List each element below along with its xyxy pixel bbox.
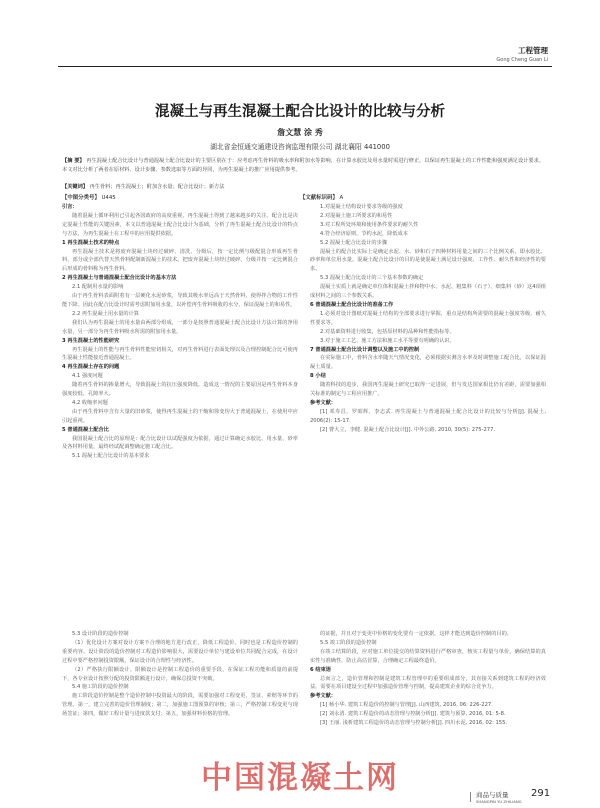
section-heading: 3 再生混凝土的性能研究 (62, 337, 120, 344)
paragraph: 我国混凝土配合比的原理是：配合比设计以试配强度为依据，通过计算确定水胶比、用水量、砂率及各材料用量，最终经试配调整确定施工配合比。 (62, 435, 298, 451)
paragraph: 2.1 配制用水量的影响 (72, 284, 124, 291)
paragraph: 5.5 竣工阶段的造价控制 (320, 639, 377, 646)
paragraph: 随着科技的进步，我国再生混凝土研究已取得一定进展，但与发达国家相比仍有差距，需要加强相关标准的制定与工程应用推广。 (310, 382, 546, 398)
section-heading: 2 再生混凝土与普通混凝土配合比设计的基本方法 (62, 275, 177, 282)
section-heading: 1 再生混凝土技术的特点 (62, 239, 120, 246)
paragraph: （2）严格执行限额设计。限额设计是控制工程造价的重要手段，在保证工程功能和质量的前提下，各专业设计按照分配的投资限额进行设计，确保总投资不突破。 (62, 666, 298, 682)
paragraph: 我们认为再生混凝土的用水量由两部分组成，一部分是按照普通混凝土配合比设计方法计算的净用水量，另一部分为再生骨料吸水所需的附加用水量。 (62, 319, 298, 335)
paragraph: 5.1 混凝土配合比设计的基本要求 (72, 453, 150, 460)
footer-watermark: 中国混凝土网 (201, 760, 399, 796)
paragraph: [2] 曹大立，李健. 混凝土配合比设计[J]. 中外公路, 2010, 30(5): 275-277. (320, 426, 496, 433)
article-title: 混凝土与再生混凝土配合比设计的比较与分析 (155, 103, 445, 120)
paragraph: 在实际施工中，骨料含水率随天气情况变化，必须根据实测含水率及时调整施工配合比，以保证混凝土质量。 (310, 355, 546, 371)
article-affiliation: 湖北省金恒通交通建设咨询监理有限公司 湖北襄阳 441000 (210, 143, 390, 151)
section-heading: 8 小结 (310, 373, 326, 380)
keywords-tag: 【关键词】 (62, 184, 88, 190)
clc-value: U445 (101, 195, 116, 201)
header-rule (58, 66, 552, 67)
paragraph: [3] 王丽. 浅析建筑工程造价的动态管理与控制分析[J]. 四川水泥, 2016, 02: 155. (320, 720, 508, 727)
paragraph: 由于再生骨料表面附着有一层硬化水泥砂浆，导致其吸水率远高于天然骨料，使得拌合物的工作性能下降。因此在配合比设计时需考虑附加用水量，以补偿再生骨料吸收的水分，保证混凝土的和易性。 (62, 293, 298, 308)
footer-journal-pinyin: SHANGPIN YU ZHILIANG (476, 799, 522, 804)
section-heading: 参考文献： (310, 399, 336, 406)
paragraph: 再生混凝土技术是将废弃混凝土块经过破碎、清洗、分级后，按一定比例与级配混合形成再生骨料，部分或全部代替天然骨料配制新混凝土的技术。把废弃混凝土块经过破碎、分级并按一定比例混合后形成的骨料称为再生骨料。 (62, 248, 298, 273)
paragraph: 随着再生骨料的掺量增大，导致混凝土的抗压强度降低，造成这一情况的主要原因是再生骨料本身强度较低、孔隙率大。 (62, 382, 298, 398)
paragraph: 混凝土实质上就是确定单位体积混凝土拌和物中水、水泥、粗集料（石子）、细集料（砂）这4项组成材料之间的三个参数关系。 (310, 284, 546, 300)
paragraph: [2] 刘永清. 建筑工程造价的动态管理与控制分析[J]. 建筑与预算, 2016, 01: 5-8. (320, 711, 506, 718)
keywords (62, 183, 544, 192)
right-column (310, 203, 546, 615)
paragraph: [1] 邓寿昌，罗昭辉，李志武. 再生混凝土与普通混凝土配合比设计的比较与分析[J]. 混凝土, 2006(2): 15-17. (310, 408, 546, 424)
header-section-pinyin: Gong Cheng Guan Li (496, 57, 548, 63)
section-heading: 引言： (62, 204, 78, 210)
section-heading: 5 普通混凝土配合比 (62, 426, 109, 433)
abstract-text: 再生混凝土配合比设计与普通混凝土配合比设计的主要区别在于：应考虑再生骨料的吸水率和附加水等影响，在计算水胶比及用水量时需进行修正，以保证再生混凝土的工作性能和强度满足设计要求。本文对比分析了两者在原材料、设计步骤、参数选取等方面的异同，为再生混凝土的推广应用提供参考。 (62, 158, 544, 173)
clc-line (62, 193, 116, 201)
paragraph: 5.4 施工阶段的造价控制 (72, 684, 129, 691)
paragraph: 随着混凝土循环利用已引起各国政府的高度重视，再生混凝土得到了越来越多的关注。配合比是决定混凝土性能的关键因素，本文以普通混凝土配合比设计为基础，分析了再生混凝土配合比设计的特点与方法，为再生混凝土在工程中的应用提供依据。 (62, 212, 298, 237)
keywords-text: 再生骨料；再生混凝土；附加含水量；配合比设计；新方法 (89, 184, 225, 190)
section-heading: 7 普通混凝土配合比设计调整以及施工中的控制 (310, 346, 420, 353)
article-authors: 詹文慧 涂 秀 (277, 128, 323, 137)
paragraph: 1.必须对设计图纸对混凝土结构的全部要求进行掌握，重点是结构所需要的混凝土强度等级、耐久性要求等。 (310, 310, 546, 326)
paragraph: 4.2 收缩率问题 (72, 399, 108, 406)
header-section-label: 工程管理 (518, 46, 548, 55)
section-heading: 6 结束语 (310, 666, 331, 673)
footer-rule (470, 792, 471, 802)
paragraph: [1] 杨小华. 建筑工程造价的控制与管理[J]. 山西建筑, 2016, 06: 226-227. (320, 702, 493, 709)
paragraph: 3.对于施工工艺、施工方法和施工水平等要有明确的认识。 (320, 337, 455, 344)
paragraph: 由于再生骨料中含有大量的旧砂浆，使得再生混凝土的干缩和徐变均大于普通混凝土，在使用中应引起重视。 (62, 408, 298, 424)
paragraph: 1.对混凝土结构设计要求等级的强度 (320, 204, 403, 210)
paragraph: 的证据，并且对于变更中价格的变化要有一定依据，这样才能达到造价控制的目的。 (320, 631, 512, 637)
paragraph: 2.2 再生混凝土用水量的计算 (72, 310, 139, 317)
section-heading: 参考文献： (310, 693, 336, 700)
doc-label: 【文献标识码】 (300, 195, 338, 201)
paragraph: 总而言之，造价管理和控制是建筑工程管理中的重要组成部分，其直接关系到建筑工程的经济效益。需要在项目建设全过程中加强造价管理与控制，提高建筑企业的综合竞争力。 (310, 675, 546, 691)
footer-journal-name: 商品与质量 (476, 791, 509, 799)
paragraph: 5.3 混凝土配合比设计的三个基本参数的确定 (320, 275, 424, 282)
abstract-tag: 【摘 要】 (62, 158, 85, 164)
paragraph: 在竣工结算阶段，应对施工单位提交的结算资料进行严格审查，核实工程量与单价，确保结算的真实性与准确性，防止高估冒算，合理确定工程最终造价。 (310, 648, 546, 664)
doc-value: A (339, 195, 344, 201)
paragraph: 3.对工程所处环境和使用条件要求的耐久性 (320, 221, 419, 228)
section-heading: 6 普通混凝土配合比设计的准备工作 (310, 301, 394, 308)
paragraph: （1）优化设计方案对设计方案不合理的地方进行改正，降低工程造价。同时也是工程造价控制的重要内容。设计阶段的造价控制对工程造价影响很大，需要设计单位与建设单位共同配合完成，在设计过程中要严格控制投资限额，保证设计的合理性与经济性。 (62, 639, 298, 664)
paragraph: 再生混凝土的性能与再生骨料性能密切相关，对再生骨料进行表面处理以及合理控制配合比可使再生混凝土性能接近普通混凝土。 (62, 346, 298, 362)
paragraph: 5.3 设计阶段的造价控制 (72, 631, 129, 637)
paragraph: 施工阶段造价控制是整个造价控制中投资最大的阶段，需要加强对工程变更、签证、索赔等环节的管理。第一，建立完善的造价管理制度；第二，加强施工图预算的审核；第三，严格控制工程变更与现场签证；第四，做好工程计量与进度款支付；第五，加强材料价格的管理。 (62, 693, 298, 718)
section-heading: 4 再生混凝土存在的问题 (62, 364, 120, 371)
page-number: 291 (531, 788, 551, 799)
paragraph: 4.1 强度问题 (72, 373, 103, 380)
paragraph: 4.符合经济原则，节约水泥，降低成本 (320, 230, 408, 237)
abstract (62, 157, 544, 174)
paragraph: 混凝土的配合比实际上是确定水泥、水、砂和石子四种材料用量之间的三个比例关系，即水胶比、砂率和单位用水量。混凝土配合比设计的目的是使混凝土满足设计强度、工作性、耐久性和经济性的要求。 (310, 248, 546, 273)
doc-line (300, 193, 343, 201)
paragraph: 2.对混凝土施工所要求的和易性 (320, 212, 393, 219)
clc-label: 【中图分类号】 (62, 195, 100, 201)
paragraph: 2.对基础资料进行收集，包括原材料的品种和性能指标等。 (320, 328, 455, 335)
paragraph: 5.2 混凝土配合比设计的步骤 (320, 239, 387, 246)
left-column (62, 203, 298, 615)
